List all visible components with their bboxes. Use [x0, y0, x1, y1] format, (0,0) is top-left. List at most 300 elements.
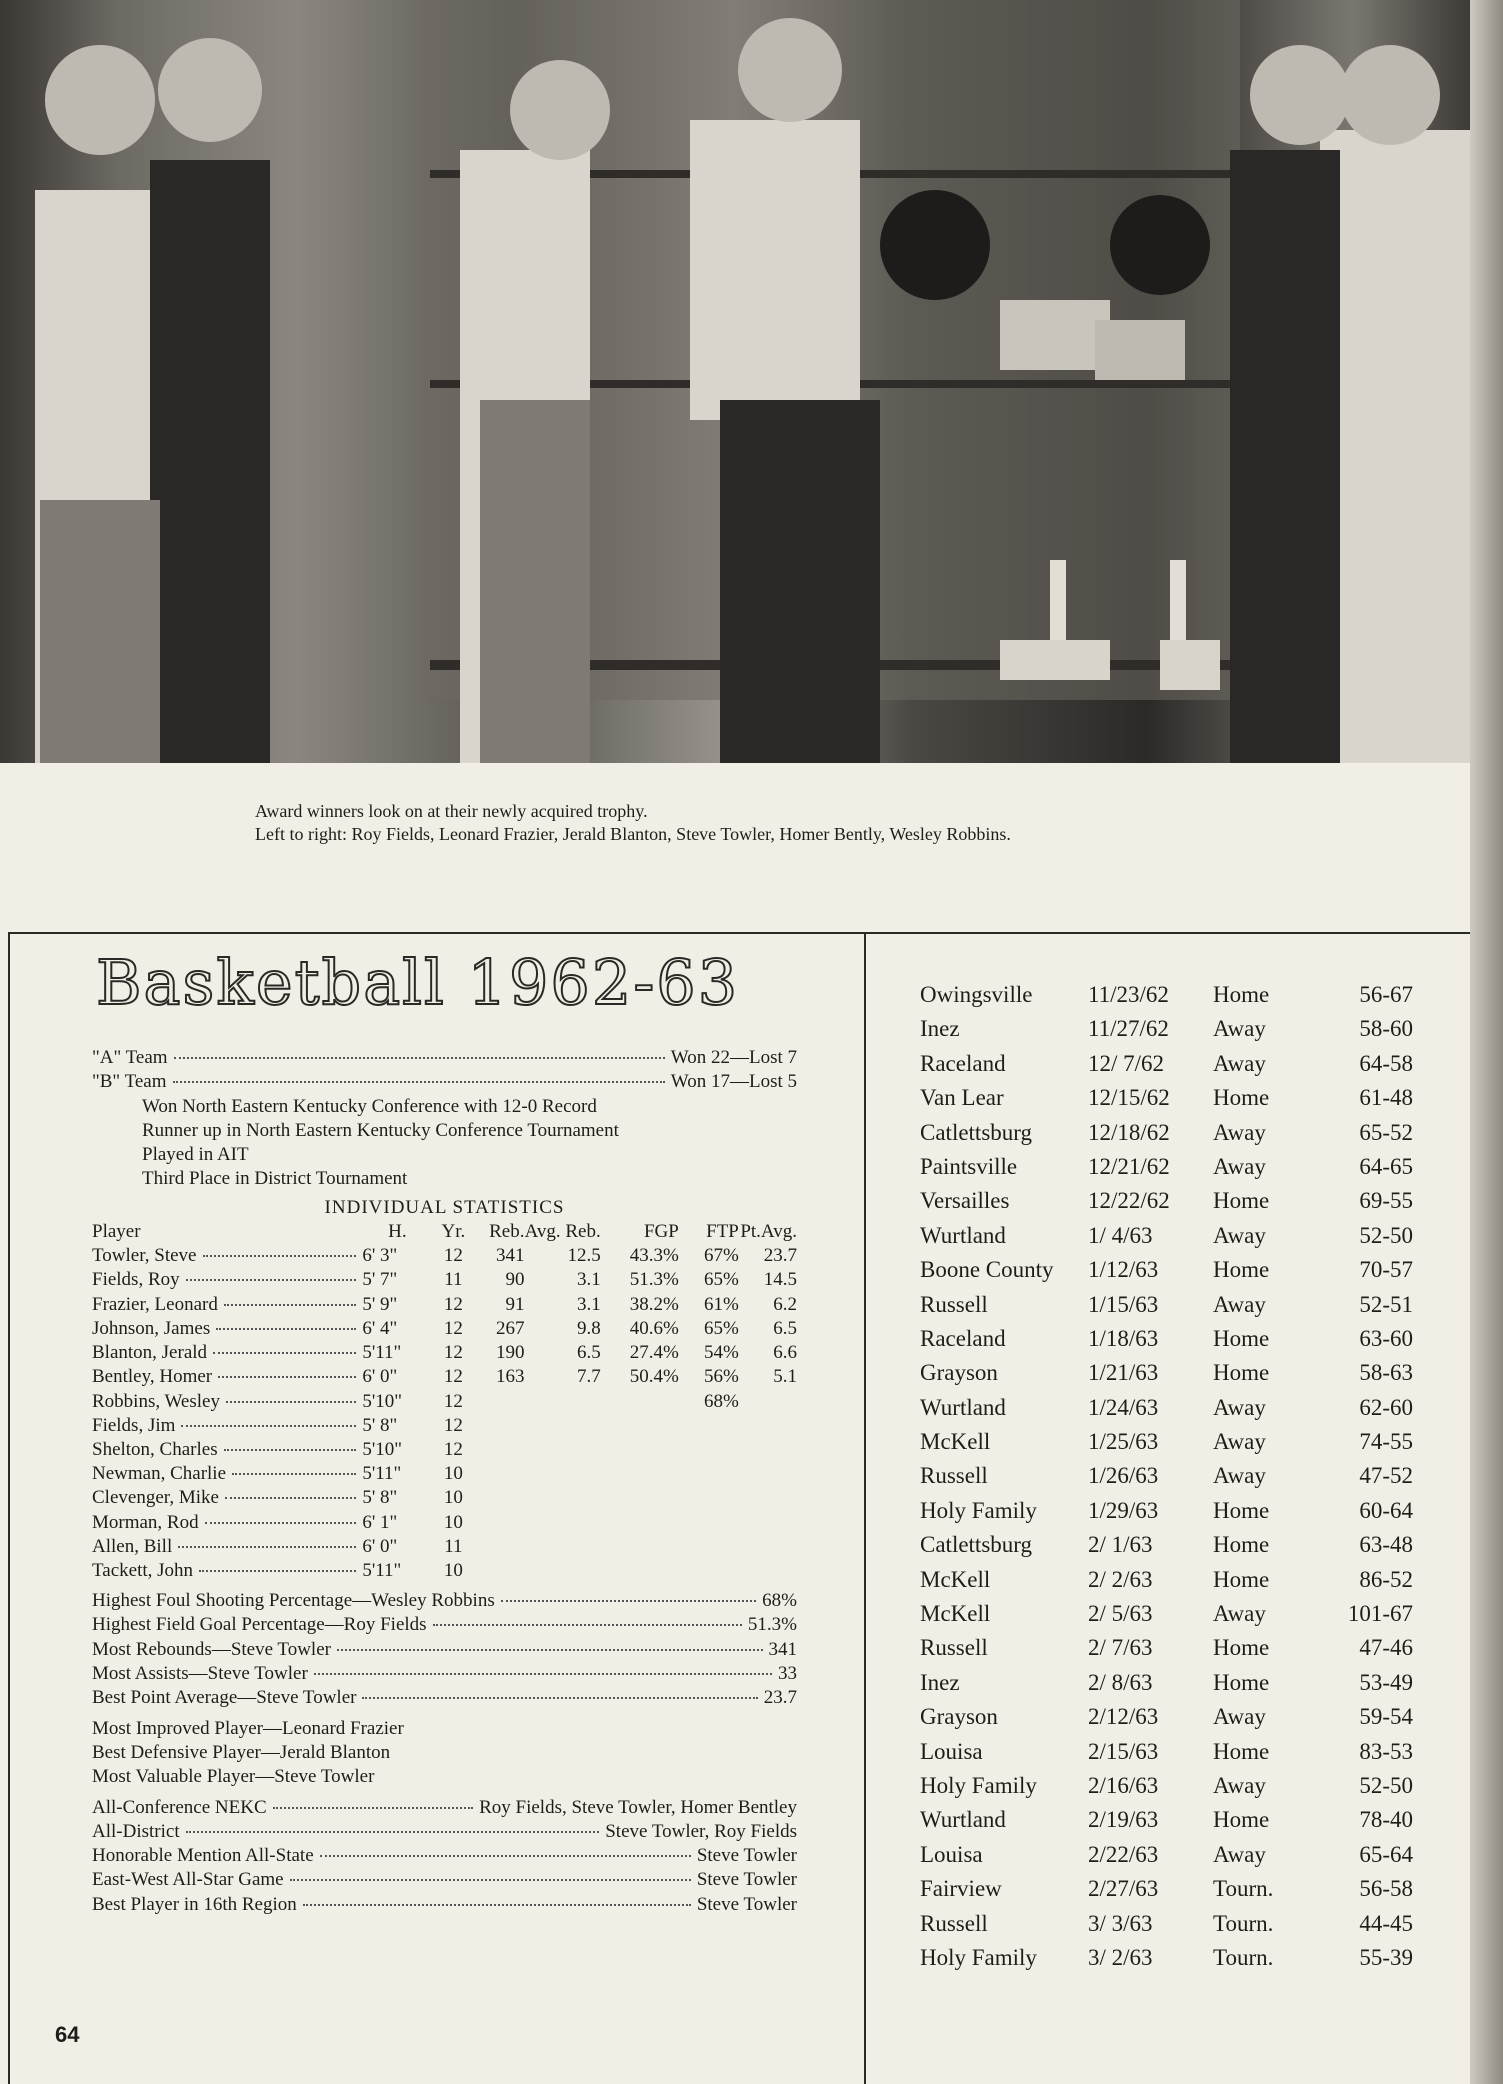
player-name-cell — [92, 1268, 362, 1292]
player-name-wrap — [92, 1293, 362, 1317]
game-location: Away — [1213, 1394, 1266, 1420]
schedule-row — [920, 1219, 1420, 1253]
player-avg-reb: 6.5 — [576, 1342, 601, 1364]
player-avg-reb — [524, 1462, 600, 1486]
best-label-row — [92, 1589, 797, 1613]
leader-dots — [225, 1497, 356, 1499]
player-pt-avg — [739, 1438, 797, 1462]
game-location: Away — [1213, 1119, 1266, 1145]
player-height: 6' 0" — [362, 1366, 398, 1388]
game-score: 44-45 — [1359, 1910, 1413, 1936]
left-border — [8, 932, 10, 2084]
game-location: Tourn. — [1213, 1910, 1274, 1936]
player-year: 12 — [443, 1390, 463, 1412]
player-height: 6' 4" — [362, 1317, 398, 1339]
leader-dots — [303, 1904, 691, 1906]
leader-dots — [216, 1328, 356, 1330]
leader-dots — [178, 1546, 356, 1548]
schedule-row — [920, 1563, 1420, 1597]
honor-label-row — [92, 1796, 797, 1820]
award-line: Most Valuable Player—Steve Towler — [92, 1766, 375, 1788]
game-score: 56-67 — [1359, 982, 1413, 1007]
player-pt-avg: 14.5 — [763, 1269, 797, 1291]
game-score: 53-49 — [1359, 1669, 1413, 1695]
game-date: 3/ 3/63 — [1088, 1910, 1153, 1936]
player-pt-avg: 6.2 — [773, 1293, 797, 1315]
player-rebounds: 90 — [505, 1269, 525, 1291]
player-rebounds — [474, 1414, 524, 1438]
player-name-cell — [92, 1365, 362, 1389]
leader-dots — [337, 1649, 763, 1651]
opponent: Fairview — [920, 1876, 1002, 1902]
player-ftp: 56% — [704, 1366, 739, 1388]
player-rebounds — [474, 1486, 524, 1510]
schedule-row — [920, 1872, 1420, 1906]
honor-label-row — [92, 1893, 797, 1917]
opponent: Raceland — [920, 1050, 1006, 1076]
player-ftp — [679, 1414, 739, 1438]
game-date: 2/12/63 — [1088, 1704, 1159, 1730]
opponent: McKell — [920, 1566, 991, 1592]
player-avg-reb: 12.5 — [567, 1245, 601, 1267]
player-height: 6' 0" — [362, 1535, 398, 1557]
schedule-row — [920, 1012, 1420, 1046]
player-name-cell — [92, 1244, 362, 1268]
honor-value: Steve Towler — [696, 1893, 797, 1915]
player-fgp — [601, 1462, 679, 1486]
leader-dots — [186, 1279, 357, 1281]
player-name: Shelton, Charles — [92, 1438, 218, 1460]
game-location: Home — [1213, 1188, 1270, 1214]
player-fgp: 50.4% — [629, 1366, 679, 1388]
game-location: Home — [1213, 1669, 1270, 1695]
best-value: 68% — [762, 1590, 797, 1612]
leader-dots — [320, 1855, 691, 1857]
player-height: 5' 7" — [362, 1269, 398, 1291]
col-header: FTP — [706, 1221, 739, 1243]
honor-label: Best Player in 16th Region — [92, 1893, 297, 1915]
stats-table — [92, 1220, 797, 1583]
player-ftp: 65% — [704, 1269, 739, 1291]
col-header: Yr. — [441, 1221, 466, 1243]
player-name-cell — [92, 1341, 362, 1365]
player-name-cell — [92, 1317, 362, 1341]
game-location: Home — [1213, 1325, 1270, 1351]
schedule-row — [920, 1047, 1420, 1081]
honor-label: Honorable Mention All-State — [92, 1845, 314, 1867]
schedule-row — [920, 1425, 1420, 1459]
honor-label: All-District — [92, 1820, 180, 1842]
opponent: Owingsville — [920, 982, 1033, 1007]
player-height: 5' 8" — [362, 1414, 398, 1436]
player-rebounds: 163 — [495, 1366, 525, 1388]
player-fgp — [601, 1438, 679, 1462]
player-rebounds — [474, 1511, 524, 1535]
player-name: Tackett, John — [92, 1559, 194, 1581]
game-location: Away — [1213, 1291, 1266, 1317]
player-name-wrap — [92, 1511, 362, 1535]
leader-dots — [433, 1624, 742, 1626]
player-ftp: 61% — [704, 1293, 739, 1315]
leader-dots — [199, 1570, 356, 1572]
player-fgp — [601, 1511, 679, 1535]
game-score: 74-55 — [1359, 1429, 1413, 1455]
leader-dots — [213, 1352, 356, 1354]
col-header: Player — [92, 1221, 141, 1243]
player-avg-reb — [524, 1559, 600, 1583]
player-row — [92, 1293, 797, 1317]
player-name: Bentley, Homer — [92, 1366, 213, 1388]
page-title: Basketball 1962-63 — [96, 946, 740, 1019]
schedule-row — [920, 978, 1420, 1012]
game-score: 64-65 — [1359, 1153, 1413, 1179]
leader-dots — [181, 1425, 356, 1427]
team-photo — [0, 0, 1470, 763]
player-row — [92, 1390, 797, 1414]
player-name-wrap — [92, 1462, 362, 1486]
achievement: Third Place in District Tournament — [142, 1168, 408, 1190]
player-row — [92, 1438, 797, 1462]
player-name-wrap — [92, 1244, 362, 1268]
photo-caption — [255, 800, 1355, 846]
best-label-row — [92, 1638, 797, 1662]
leader-dots — [362, 1697, 757, 1699]
photo-illustration — [0, 0, 1470, 763]
record-value: Won 17—Lost 5 — [670, 1071, 797, 1093]
player-pt-avg — [739, 1511, 797, 1535]
opponent: Wurtland — [920, 1394, 1006, 1420]
player-ftp — [679, 1559, 739, 1583]
player-ftp — [679, 1462, 739, 1486]
game-date: 3/ 2/63 — [1088, 1944, 1153, 1970]
player-fgp — [601, 1559, 679, 1583]
game-date: 11/27/62 — [1088, 1016, 1169, 1042]
game-score: 59-54 — [1359, 1704, 1413, 1730]
game-location: Home — [1213, 1360, 1270, 1386]
honor-label-row — [92, 1820, 797, 1844]
player-name-cell — [92, 1486, 362, 1510]
player-name-wrap — [92, 1438, 362, 1462]
leader-dots — [186, 1831, 600, 1833]
game-location: Home — [1213, 1085, 1270, 1111]
game-score: 61-48 — [1359, 1085, 1413, 1111]
player-rebounds: 267 — [495, 1317, 525, 1339]
game-location: Away — [1213, 1463, 1266, 1489]
opponent: Russell — [920, 1291, 988, 1317]
game-score: 55-39 — [1359, 1944, 1413, 1970]
game-date: 2/22/63 — [1088, 1841, 1159, 1867]
leader-dots — [218, 1376, 356, 1378]
game-score: 70-57 — [1359, 1257, 1413, 1283]
player-ftp — [679, 1535, 739, 1559]
player-row — [92, 1341, 797, 1365]
game-location: Away — [1213, 1841, 1266, 1867]
player-fgp: 38.2% — [629, 1293, 679, 1315]
player-fgp: 43.3% — [629, 1245, 679, 1267]
record-row — [92, 1046, 797, 1070]
opponent: Raceland — [920, 1325, 1006, 1351]
opponent: Holy Family — [920, 1944, 1037, 1970]
player-height: 5'11" — [362, 1342, 402, 1364]
best-value: 51.3% — [747, 1614, 797, 1636]
opponent: Russell — [920, 1910, 988, 1936]
player-name: Fields, Roy — [92, 1269, 180, 1291]
player-row — [92, 1511, 797, 1535]
player-name: Fields, Jim — [92, 1414, 176, 1436]
player-name-wrap — [92, 1341, 362, 1365]
best-label-row — [92, 1613, 797, 1637]
game-location: Away — [1213, 1222, 1266, 1248]
game-date: 2/27/63 — [1088, 1876, 1159, 1902]
player-name: Towler, Steve — [92, 1245, 197, 1267]
player-name-wrap — [92, 1390, 362, 1414]
player-pt-avg: 5.1 — [773, 1366, 797, 1388]
player-year: 12 — [443, 1414, 463, 1436]
game-date: 2/ 5/63 — [1088, 1601, 1153, 1627]
game-location: Home — [1213, 1532, 1270, 1558]
player-ftp: 54% — [704, 1342, 739, 1364]
schedule-row — [920, 1803, 1420, 1837]
player-height: 6' 1" — [362, 1511, 398, 1533]
player-height: 5'11" — [362, 1463, 402, 1485]
player-year: 10 — [443, 1463, 463, 1485]
game-score: 60-64 — [1359, 1497, 1413, 1523]
player-pt-avg — [739, 1486, 797, 1510]
game-date: 2/16/63 — [1088, 1772, 1159, 1798]
player-name-wrap — [92, 1559, 362, 1583]
player-avg-reb: 3.1 — [576, 1269, 601, 1291]
player-name: Clevenger, Mike — [92, 1487, 219, 1509]
player-name-wrap — [92, 1535, 362, 1559]
player-rebounds — [474, 1390, 524, 1414]
player-fgp: 51.3% — [629, 1269, 679, 1291]
honor-label-row — [92, 1844, 797, 1868]
game-schedule — [920, 978, 1420, 1975]
team-bests — [92, 1589, 797, 1710]
player-name-cell — [92, 1559, 362, 1583]
player-ftp: 68% — [704, 1390, 739, 1412]
game-location: Home — [1213, 1635, 1270, 1661]
caption-line-2: Left to right: Roy Fields, Leonard Frazier, Jerald Blanton, Steve Towler, Homer Bently, Wesley Robbins. — [255, 824, 1011, 844]
schedule-row — [920, 1838, 1420, 1872]
player-row — [92, 1486, 797, 1510]
game-score: 62-60 — [1359, 1394, 1413, 1420]
player-row — [92, 1414, 797, 1438]
player-fgp — [601, 1414, 679, 1438]
opponent: Russell — [920, 1635, 988, 1661]
player-ftp — [679, 1511, 739, 1535]
player-fgp: 40.6% — [629, 1317, 679, 1339]
player-name: Newman, Charlie — [92, 1463, 227, 1485]
leader-dots — [203, 1255, 357, 1257]
game-location: Home — [1213, 1257, 1270, 1283]
player-name: Johnson, James — [92, 1317, 211, 1339]
player-year: 12 — [443, 1293, 463, 1315]
player-name-wrap — [92, 1365, 362, 1389]
game-score: 58-63 — [1359, 1360, 1413, 1386]
player-pt-avg — [739, 1462, 797, 1486]
player-name-wrap — [92, 1414, 362, 1438]
player-name-cell — [92, 1535, 362, 1559]
game-score: 52-51 — [1359, 1291, 1413, 1317]
player-name-wrap — [92, 1486, 362, 1510]
game-location: Home — [1213, 1497, 1270, 1523]
player-avg-reb: 3.1 — [576, 1293, 601, 1315]
game-score: 56-58 — [1359, 1876, 1413, 1902]
honor-value: Steve Towler — [696, 1869, 797, 1891]
opponent: Inez — [920, 1016, 960, 1042]
game-score: 47-46 — [1359, 1635, 1413, 1661]
schedule-row — [920, 1288, 1420, 1322]
schedule-row — [920, 1322, 1420, 1356]
honor-label-row — [92, 1868, 797, 1892]
player-pt-avg — [739, 1414, 797, 1438]
game-date: 12/22/62 — [1088, 1188, 1170, 1214]
player-avg-reb: 7.7 — [576, 1366, 601, 1388]
player-avg-reb — [524, 1438, 600, 1462]
best-value: 341 — [768, 1638, 797, 1660]
player-year: 10 — [443, 1487, 463, 1509]
player-year: 12 — [443, 1438, 463, 1460]
schedule-row — [920, 1907, 1420, 1941]
player-avg-reb — [524, 1511, 600, 1535]
player-row — [92, 1535, 797, 1559]
game-location: Home — [1213, 1566, 1270, 1592]
player-height: 5'10" — [362, 1438, 402, 1460]
game-date: 1/24/63 — [1088, 1394, 1159, 1420]
stats-heading: INDIVIDUAL STATISTICS — [324, 1196, 565, 1218]
opponent: Grayson — [920, 1704, 998, 1730]
player-name: Morman, Rod — [92, 1511, 199, 1533]
opponent: Catlettsburg — [920, 1532, 1033, 1558]
game-location: Away — [1213, 1153, 1266, 1179]
game-location: Home — [1213, 1807, 1270, 1833]
opponent: Wurtland — [920, 1807, 1006, 1833]
best-label: Most Rebounds—Steve Towler — [92, 1638, 331, 1660]
game-score: 83-53 — [1359, 1738, 1413, 1764]
game-date: 1/25/63 — [1088, 1429, 1159, 1455]
player-name-cell — [92, 1438, 362, 1462]
player-row — [92, 1317, 797, 1341]
player-pt-avg: 23.7 — [763, 1245, 797, 1267]
opponent: Louisa — [920, 1841, 983, 1867]
opponent: Inez — [920, 1669, 960, 1695]
game-location: Tourn. — [1213, 1876, 1274, 1902]
record-label: "B" Team — [92, 1071, 167, 1093]
schedule-row — [920, 1631, 1420, 1665]
game-date: 2/ 8/63 — [1088, 1669, 1153, 1695]
player-name-cell — [92, 1511, 362, 1535]
player-name: Frazier, Leonard — [92, 1293, 218, 1315]
game-date: 12/ 7/62 — [1088, 1050, 1165, 1076]
game-location: Away — [1213, 1016, 1266, 1042]
col-header: Avg. Reb. — [524, 1221, 601, 1243]
player-rebounds — [474, 1535, 524, 1559]
game-score: 64-58 — [1359, 1050, 1413, 1076]
best-label-row — [92, 1686, 797, 1710]
player-year: 12 — [443, 1245, 463, 1267]
honor-value: Steve Towler, Roy Fields — [605, 1820, 797, 1842]
player-rebounds — [474, 1438, 524, 1462]
best-label-row — [92, 1662, 797, 1686]
game-date: 1/12/63 — [1088, 1257, 1159, 1283]
player-name-wrap — [92, 1317, 362, 1341]
player-height: 5' 9" — [362, 1293, 398, 1315]
stats-header-row — [92, 1220, 797, 1244]
player-height: 5'10" — [362, 1390, 402, 1412]
player-ftp: 67% — [704, 1245, 739, 1267]
player-ftp: 65% — [704, 1317, 739, 1339]
game-date: 12/15/62 — [1088, 1085, 1170, 1111]
player-awards — [92, 1717, 797, 1790]
player-row — [92, 1462, 797, 1486]
page-binding-edge — [1470, 0, 1503, 2084]
game-score: 65-52 — [1359, 1119, 1413, 1145]
opponent: Van Lear — [920, 1085, 1004, 1111]
schedule-row — [920, 1666, 1420, 1700]
team-summary — [92, 1046, 797, 1917]
schedule-row — [920, 1184, 1420, 1218]
col-header: FGP — [643, 1221, 679, 1243]
column-divider — [864, 932, 866, 2084]
player-avg-reb — [524, 1390, 600, 1414]
leader-dots — [224, 1304, 356, 1306]
best-label: Most Assists—Steve Towler — [92, 1663, 308, 1685]
record-value: Won 22—Lost 7 — [670, 1047, 797, 1068]
player-avg-reb — [524, 1414, 600, 1438]
schedule-row — [920, 1253, 1420, 1287]
col-header: Pt.Avg. — [740, 1221, 797, 1243]
game-date: 2/ 7/63 — [1088, 1635, 1153, 1661]
game-score: 52-50 — [1359, 1772, 1413, 1798]
honor-label: All-Conference NEKC — [92, 1796, 267, 1818]
leader-dots — [273, 1807, 473, 1809]
section-divider — [8, 932, 1470, 934]
best-value: 33 — [778, 1663, 797, 1685]
player-rebounds: 91 — [505, 1293, 525, 1315]
col-header: Reb. — [489, 1221, 525, 1243]
achievement: Played in AIT — [142, 1144, 249, 1166]
player-ftp — [679, 1438, 739, 1462]
game-date: 1/15/63 — [1088, 1291, 1159, 1317]
player-avg-reb — [524, 1486, 600, 1510]
game-date: 1/21/63 — [1088, 1360, 1159, 1386]
opponent: Holy Family — [920, 1497, 1037, 1523]
game-location: Away — [1213, 1050, 1266, 1076]
player-ftp — [679, 1486, 739, 1510]
schedule-row — [920, 1081, 1420, 1115]
player-fgp — [601, 1535, 679, 1559]
player-name-wrap — [92, 1268, 362, 1292]
player-rebounds: 190 — [495, 1342, 525, 1364]
game-score: 86-52 — [1359, 1566, 1413, 1592]
game-location: Away — [1213, 1429, 1266, 1455]
player-fgp: 27.4% — [629, 1342, 679, 1364]
player-pt-avg: 6.6 — [773, 1342, 797, 1364]
schedule-row — [920, 1769, 1420, 1803]
player-row — [92, 1244, 797, 1268]
game-location: Away — [1213, 1704, 1266, 1730]
player-rebounds — [474, 1559, 524, 1583]
opponent: Boone County — [920, 1257, 1054, 1283]
award-line: Most Improved Player—Leonard Frazier — [92, 1717, 404, 1739]
player-name-cell — [92, 1414, 362, 1438]
player-pt-avg: 6.5 — [773, 1317, 797, 1339]
game-score: 63-48 — [1359, 1532, 1413, 1558]
game-date: 2/15/63 — [1088, 1738, 1159, 1764]
game-date: 1/26/63 — [1088, 1463, 1159, 1489]
player-name-cell — [92, 1390, 362, 1414]
